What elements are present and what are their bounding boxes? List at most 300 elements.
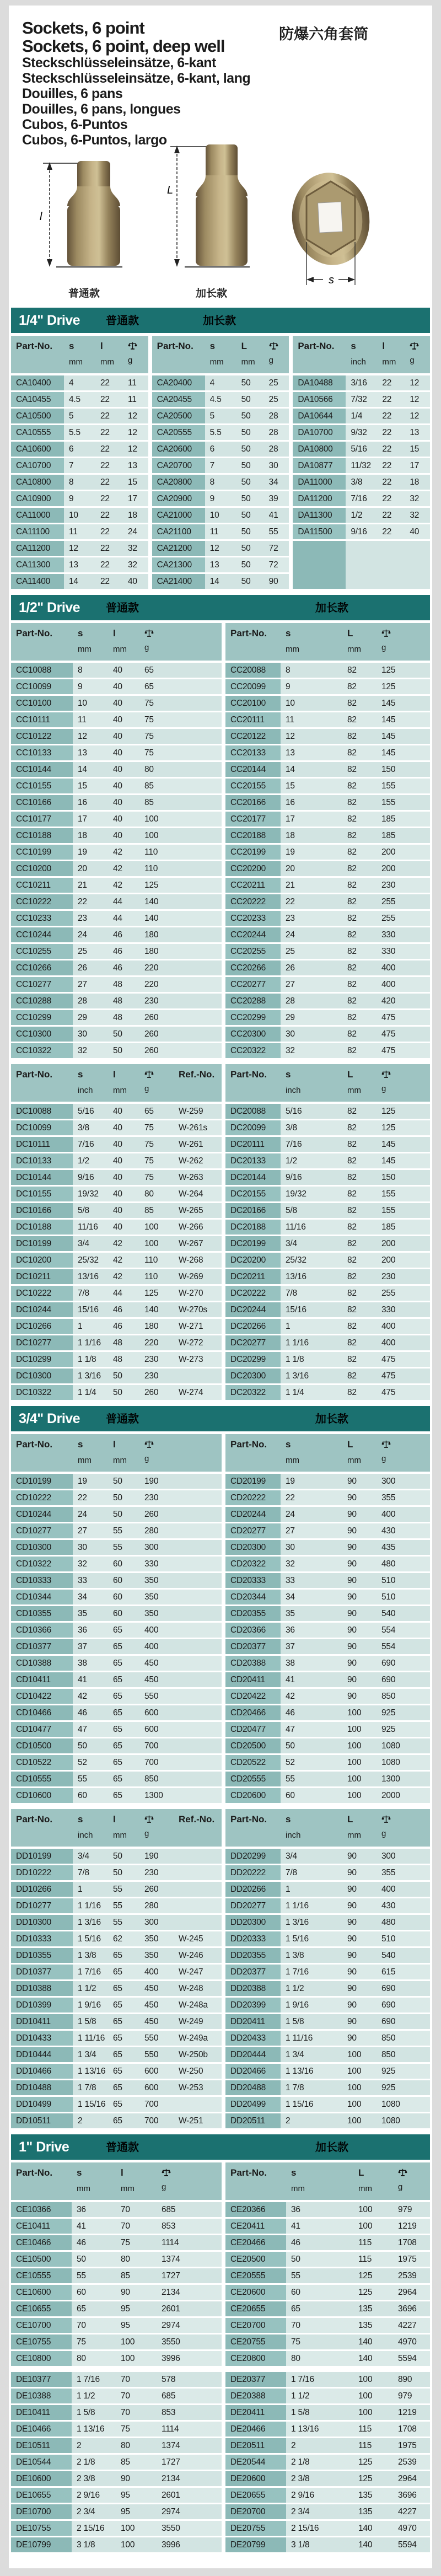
column-unit: inch	[286, 1086, 301, 1095]
value-cell: 150	[381, 1172, 396, 1182]
part-no-cell: CC10155	[11, 779, 73, 793]
column-label: L	[347, 1439, 353, 1450]
value-cell: 100	[121, 2353, 135, 2363]
part-no-header	[11, 1813, 73, 1842]
part-no-cell: CD20199	[225, 1474, 281, 1489]
value-cell: 550	[144, 2033, 159, 2043]
part-no-cell: CA10555	[11, 425, 64, 440]
value-cell: 32	[78, 1559, 87, 1569]
value-cell: 450	[144, 2016, 159, 2026]
part-no-cell: DC20211	[225, 1269, 281, 1284]
socket-normal-photo	[28, 157, 141, 280]
value-cell: 40	[113, 1172, 122, 1182]
part-no-cell: CE20600	[225, 2285, 286, 2300]
value-cell: 125	[144, 1288, 159, 1298]
value-cell: 3696	[398, 2490, 417, 2500]
value-cell: 600	[144, 1724, 159, 1734]
table-row	[225, 994, 430, 1008]
value-cell: 260	[144, 1884, 159, 1894]
table-row	[11, 2537, 222, 2552]
value-cell: 9/16	[286, 1172, 302, 1182]
table-row	[11, 1253, 222, 1268]
table-row	[11, 2113, 222, 2128]
value-cell: 13	[69, 560, 78, 570]
value-cell: 90	[347, 1691, 357, 1701]
value-cell: 19	[286, 847, 295, 857]
value-cell: 1 11/16	[286, 2033, 313, 2043]
value-cell: 12	[286, 731, 295, 741]
value-cell: 18	[286, 830, 295, 840]
value-cell: 2601	[162, 2304, 180, 2314]
part-no-cell: DA10700	[293, 425, 346, 440]
part-no-cell: DD20433	[225, 2031, 281, 2046]
value-cell: 22	[286, 897, 295, 906]
part-no-cell: DD20377	[225, 1965, 281, 1979]
part-no-cell: DA11000	[293, 475, 346, 490]
value-cell: 450	[144, 1983, 159, 1993]
value-cell: W-266	[179, 1222, 203, 1232]
value-cell: 17	[128, 493, 137, 503]
part-no-cell: DC20266	[225, 1319, 281, 1334]
column-unit: mm	[347, 1831, 361, 1840]
part-no-cell: DD20488	[225, 2080, 281, 2095]
value-cell: 13	[286, 748, 295, 758]
value-cell: 17	[410, 460, 420, 470]
table-row	[293, 442, 430, 457]
value-cell: 82	[347, 1305, 357, 1314]
value-cell: 55	[286, 1774, 295, 1784]
value-cell: 48	[113, 996, 122, 1006]
value-cell: 1374	[162, 2440, 180, 2450]
part-no-header	[11, 1438, 73, 1467]
weight-icon	[410, 341, 430, 351]
table-row	[11, 524, 148, 539]
table-row	[225, 1507, 430, 1522]
column-label: l	[113, 628, 116, 638]
table-row	[225, 1656, 430, 1671]
table-row	[225, 779, 430, 793]
value-cell: 55	[113, 1526, 122, 1536]
column-unit: mm	[113, 1086, 127, 1095]
value-cell: 65	[113, 2016, 122, 2026]
column-unit: mm	[347, 1456, 361, 1465]
value-cell: 12	[410, 394, 420, 404]
value-cell: 4	[69, 378, 74, 388]
table-row	[225, 1705, 430, 1720]
part-no-cell: DC10188	[11, 1220, 73, 1235]
value-cell: 22	[382, 527, 392, 536]
weight-column-header	[264, 340, 289, 368]
value-cell: 15	[128, 477, 137, 487]
part-no-cell: CE10655	[11, 2301, 72, 2316]
part-no-cell: CA10700	[11, 458, 64, 473]
part-no-cell: CC20288	[225, 994, 281, 1008]
part-no-cell: CD20277	[225, 1523, 281, 1538]
value-cell: 1708	[398, 2424, 417, 2434]
table-row	[225, 1948, 430, 1963]
value-cell: 185	[381, 814, 396, 824]
value-cell: 230	[381, 1271, 396, 1281]
part-no-cell: CC10211	[11, 878, 73, 893]
value-cell: 44	[113, 1288, 122, 1298]
value-cell: 40	[113, 797, 122, 807]
value-cell: 255	[381, 1288, 396, 1298]
size-column-header	[108, 1438, 139, 1467]
part-no-cell: CE20466	[225, 2235, 286, 2250]
value-cell: 230	[144, 1371, 159, 1381]
part-no-cell: DE10411	[11, 2405, 72, 2420]
value-cell: 4227	[398, 2507, 417, 2516]
value-cell: 29	[78, 1012, 87, 1022]
table-row	[11, 779, 222, 793]
weight-column-header	[405, 340, 430, 368]
value-cell: 300	[381, 1476, 396, 1486]
table-row	[11, 1931, 222, 1946]
socket-front-figure	[282, 170, 387, 300]
part-no-cell: CC10288	[11, 994, 73, 1008]
value-cell: 95	[121, 2304, 130, 2314]
value-cell: 13/16	[286, 1271, 306, 1281]
value-cell: 2 3/4	[77, 2507, 95, 2516]
value-cell: 2539	[398, 2457, 417, 2467]
part-no-cell: DE10655	[11, 2488, 72, 2503]
value-cell: 50	[77, 2254, 86, 2264]
part-no-cell: CA20700	[152, 458, 205, 473]
value-cell: 12	[128, 444, 137, 454]
value-cell: 1 5/8	[78, 2016, 96, 2026]
table-row	[11, 375, 148, 390]
part-no-cell: DD20299	[225, 1849, 281, 1864]
value-cell: 90	[347, 1641, 357, 1651]
value-cell: 80	[121, 2440, 130, 2450]
value-cell: 82	[347, 1321, 357, 1331]
value-cell: 46	[113, 963, 122, 973]
value-cell: 1 1/4	[286, 1387, 304, 1397]
value-cell: 2 15/16	[291, 2523, 319, 2533]
value-cell: 22	[382, 510, 392, 520]
value-cell: 125	[358, 2287, 373, 2297]
weight-unit: g	[144, 1454, 149, 1463]
value-cell: 5.5	[209, 427, 222, 437]
value-cell: 1 1/2	[77, 2391, 95, 2401]
part-no-cell: CC10322	[11, 1043, 73, 1058]
value-cell: 95	[121, 2490, 130, 2500]
part-no-cell: DD20388	[225, 1981, 281, 1996]
table-row	[11, 2488, 222, 2503]
table-row	[11, 2389, 222, 2403]
value-cell: 32	[128, 543, 137, 553]
part-no-cell: CC20200	[225, 861, 281, 876]
value-cell: 145	[381, 698, 396, 708]
value-cell: 46	[113, 1305, 122, 1314]
empty-part-cell	[293, 541, 346, 589]
value-cell: 1	[286, 1321, 291, 1331]
value-cell: 8	[209, 477, 215, 487]
value-cell: 65	[113, 1983, 122, 1993]
part-no-cell: DD20222	[225, 1865, 281, 1880]
table-row	[11, 1965, 222, 1979]
table-row	[225, 977, 430, 992]
value-cell: 925	[381, 1708, 396, 1718]
value-cell: 19	[286, 1476, 295, 1486]
part-no-cell: CC20088	[225, 663, 281, 678]
value-cell: 1300	[381, 1774, 400, 1784]
value-cell: W-272	[179, 1338, 203, 1348]
value-cell: 925	[381, 2083, 396, 2092]
table-row	[225, 762, 430, 777]
value-cell: 100	[347, 2083, 362, 2092]
value-cell: 82	[347, 1123, 357, 1133]
value-cell: 480	[381, 1917, 396, 1927]
value-cell: 280	[144, 1901, 159, 1910]
column-unit: mm	[209, 357, 224, 367]
value-cell: 140	[144, 897, 159, 906]
ref-no-label: Ref.-No.	[179, 1069, 215, 1080]
weight-unit: g	[398, 2182, 403, 2192]
value-cell: 82	[347, 1222, 357, 1232]
value-cell: 90	[347, 1526, 357, 1536]
part-no-cell: CA21000	[152, 508, 205, 523]
value-cell: 1219	[398, 2407, 417, 2417]
table-row	[293, 458, 430, 473]
value-cell: 140	[144, 1305, 159, 1314]
value-cell: 450	[144, 1675, 159, 1684]
value-cell: 180	[144, 930, 159, 940]
drive-size-title: 1" Drive	[19, 2139, 69, 2155]
value-cell: 155	[381, 797, 396, 807]
table-row	[225, 1606, 430, 1621]
size-column-header	[72, 2166, 116, 2195]
value-cell: 44	[113, 913, 122, 923]
parts-table	[225, 1434, 430, 1805]
table-band-inch	[11, 2372, 430, 2554]
weight-column-header	[139, 1068, 174, 1097]
part-no-cell: DE10544	[11, 2455, 72, 2470]
table-row	[11, 508, 148, 523]
value-cell: 95	[121, 2320, 130, 2330]
table-row	[11, 1203, 222, 1218]
column-unit: mm	[113, 1831, 127, 1840]
table-row	[225, 1738, 430, 1753]
part-no-cell: DD10277	[11, 1898, 73, 1913]
value-cell: 12	[128, 411, 137, 421]
value-cell: 65	[113, 1724, 122, 1734]
table-row	[225, 712, 430, 727]
part-no-cell: CA10900	[11, 491, 64, 506]
part-no-cell: CC10088	[11, 663, 73, 678]
part-no-cell: CC10100	[11, 696, 73, 711]
table-row	[11, 1772, 222, 1786]
value-cell: 38	[78, 1658, 87, 1668]
part-no-cell: DC20166	[225, 1203, 281, 1218]
table-row	[11, 2252, 222, 2267]
part-no-cell: CD20300	[225, 1540, 281, 1555]
value-cell: 50	[241, 527, 251, 536]
weight-unit: g	[268, 356, 274, 365]
column-label: s	[69, 341, 74, 351]
part-no-cell: CD10477	[11, 1722, 73, 1737]
value-cell: 100	[121, 2523, 135, 2533]
value-cell: 32	[128, 560, 137, 570]
weight-scale-icon	[144, 1440, 154, 1450]
column-unit: inch	[286, 1831, 301, 1840]
part-no-cell: DC20244	[225, 1302, 281, 1317]
weight-unit: g	[381, 1829, 386, 1838]
value-cell: 90	[347, 1901, 357, 1910]
value-cell: 850	[381, 2033, 396, 2043]
value-cell: 70	[121, 2374, 130, 2384]
table-row	[225, 1474, 430, 1489]
value-cell: 260	[144, 1012, 159, 1022]
value-cell: 32	[286, 1045, 295, 1055]
value-cell: 33	[78, 1575, 87, 1585]
value-cell: 400	[381, 963, 396, 973]
value-cell: 40	[113, 1156, 122, 1166]
value-cell: 12	[410, 378, 420, 388]
value-cell: 690	[381, 1658, 396, 1668]
part-no-header	[293, 340, 346, 368]
table-row	[11, 745, 222, 760]
value-cell: 475	[381, 1029, 396, 1039]
value-cell: 46	[77, 2237, 86, 2247]
part-no-cell: DD20300	[225, 1915, 281, 1930]
part-no-header-label: Part-No.	[230, 628, 267, 638]
value-cell: 3 1/8	[291, 2540, 310, 2550]
table-row	[11, 1010, 222, 1025]
table-band-inch	[11, 1064, 430, 1402]
value-cell: 28	[268, 444, 278, 454]
table-row	[225, 1043, 430, 1058]
value-cell: 150	[381, 764, 396, 774]
value-cell: 80	[121, 2254, 130, 2264]
value-cell: 100	[347, 2049, 362, 2059]
table-row	[11, 1507, 222, 1522]
value-cell: 100	[358, 2204, 373, 2214]
value-cell: 400	[381, 1884, 396, 1894]
value-cell: 90	[347, 1675, 357, 1684]
dim-L-label: L	[167, 184, 174, 196]
value-cell: 400	[144, 1641, 159, 1651]
part-no-cell: CC20277	[225, 977, 281, 992]
part-no-cell: CD20322	[225, 1557, 281, 1571]
table-row	[225, 1772, 430, 1786]
value-cell: 110	[144, 863, 158, 873]
value-cell: 2539	[398, 2271, 417, 2280]
value-cell: 350	[144, 1592, 159, 1602]
value-cell: 1114	[162, 2237, 179, 2247]
value-cell: W-261s	[179, 1123, 207, 1133]
part-no-cell: DD20411	[225, 2014, 281, 2029]
value-cell: 40	[113, 830, 122, 840]
value-cell: 2974	[162, 2507, 180, 2516]
value-cell: 21	[78, 880, 87, 890]
part-no-header	[11, 1068, 73, 1097]
value-cell: 1 7/16	[77, 2374, 100, 2384]
table-row	[225, 2080, 430, 2095]
value-cell: 125	[381, 1106, 396, 1116]
table-row	[11, 1788, 222, 1803]
column-label: L	[347, 1814, 353, 1824]
value-cell: 82	[347, 814, 357, 824]
table-band-metric	[11, 2162, 430, 2368]
column-label: l	[113, 1439, 116, 1450]
value-cell: 40	[113, 681, 122, 691]
column-label: s	[78, 1439, 83, 1450]
size-column-header	[73, 1813, 108, 1842]
table-row	[11, 927, 222, 942]
value-cell: 7	[209, 460, 215, 470]
ref-no-label: Ref.-No.	[179, 1814, 215, 1824]
value-cell: 1 13/16	[78, 2066, 106, 2076]
value-cell: 82	[347, 1387, 357, 1397]
part-no-cell: CA11300	[11, 557, 64, 572]
table-row	[225, 1335, 430, 1350]
table-row	[11, 1319, 222, 1334]
table-row	[11, 458, 148, 473]
table-row	[152, 475, 289, 490]
value-cell: 1975	[398, 2254, 417, 2264]
table-row	[11, 679, 222, 694]
value-cell: 450	[144, 2000, 159, 2010]
column-label: s	[351, 341, 356, 351]
table-row	[225, 1352, 430, 1367]
table-row	[225, 1573, 430, 1588]
value-cell: 3550	[162, 2523, 180, 2533]
part-no-cell: DC20322	[225, 1385, 281, 1400]
value-cell: 19/32	[286, 1189, 306, 1199]
value-cell: 540	[381, 1608, 396, 1618]
table-row	[11, 2438, 222, 2453]
part-no-cell: DC10155	[11, 1187, 73, 1201]
value-cell	[174, 1882, 222, 1897]
weight-scale-icon	[381, 1440, 391, 1450]
value-cell: 90	[347, 1592, 357, 1602]
value-cell: 853	[162, 2407, 176, 2417]
value-cell: 13	[209, 560, 219, 570]
value-cell: 23	[78, 913, 87, 923]
table-row	[225, 1788, 430, 1803]
table-row	[225, 1998, 430, 2012]
value-cell: 11	[128, 378, 137, 388]
value-cell: 72	[268, 543, 278, 553]
table-header-row	[225, 2162, 430, 2200]
value-cell: 55	[291, 2271, 300, 2280]
value-cell: 60	[78, 1790, 87, 1800]
value-cell: 82	[347, 715, 357, 724]
value-cell: 1 15/16	[286, 2099, 314, 2109]
drive-bar-half	[11, 595, 430, 620]
value-cell: 55	[113, 1901, 122, 1910]
value-cell: 260	[144, 1387, 159, 1397]
value-cell: 1 3/8	[286, 1950, 304, 1960]
value-cell: 36	[78, 1625, 87, 1635]
value-cell: 50	[286, 1741, 295, 1751]
parts-table	[11, 2372, 222, 2554]
value-cell: 75	[144, 1172, 154, 1182]
part-no-cell: CE20500	[225, 2252, 286, 2267]
value-cell: 55	[113, 1542, 122, 1552]
table-row	[225, 1931, 430, 1946]
value-cell: 2134	[162, 2473, 180, 2483]
weight-scale-icon	[128, 341, 137, 351]
weight-icon	[269, 341, 289, 351]
parts-table	[225, 1809, 430, 2130]
value-cell: 85	[144, 797, 154, 807]
value-cell: 100	[347, 1790, 362, 1800]
value-cell: 36	[291, 2204, 300, 2214]
value-cell: 13	[78, 748, 87, 758]
value-cell: 100	[358, 2407, 373, 2417]
